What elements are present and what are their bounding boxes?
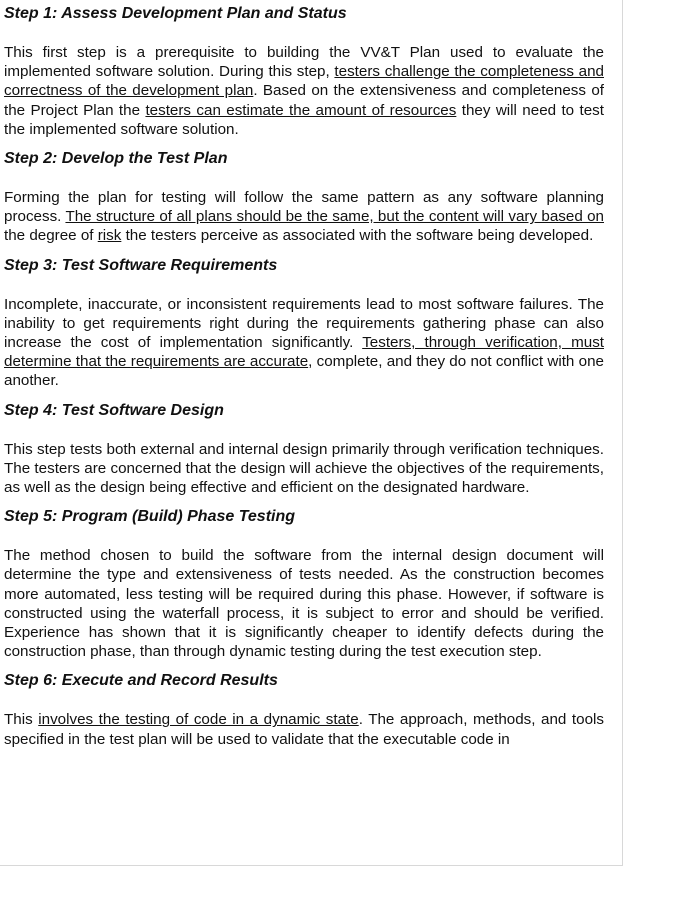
step-heading: Step 1: Assess Development Plan and Status [4, 5, 347, 22]
text-segment: they will need to test the implemented software solution. [4, 101, 604, 138]
underlined-text: involves the testing of code in a dynamic state [38, 711, 359, 729]
step-heading: Step 5: Program (Build) Phase Testing [4, 508, 296, 526]
text-segment: Incomplete, inaccurate, or inconsistent requirements lead to most software failures. The inability to get requirements right during the requirements gathering phase can also increase the cost of implementation significantly. [4, 295, 604, 352]
text-segment: Forming the plan for testing will follow the same pattern as any software planning process. [4, 189, 604, 226]
underlined-text: Testers, through verification, must determine that the requirements are accurate [4, 334, 605, 371]
underlined-text: testers can estimate the amount of resources [145, 101, 457, 119]
step-paragraph [4, 710, 604, 748]
text-segment: , complete, and they do not conflict with one another. [4, 353, 604, 390]
step-paragraph [4, 188, 604, 246]
step-paragraph [4, 295, 604, 391]
document-content [4, 4, 604, 759]
step-1 [4, 4, 604, 139]
step-paragraph [4, 546, 604, 661]
text-segment: the testers perceive as associated with the software being developed. [121, 227, 594, 245]
underlined-text: testers challenge the completeness and correctness of the development plan [4, 63, 604, 100]
step-heading: Step 6: Execute and Record Results [4, 672, 278, 690]
text-segment: This first step is a prerequisite to building the VV&T Plan used to evaluate the implemented software solution. During this step, [4, 44, 604, 81]
step-heading: Step 4: Test Software Design [4, 401, 224, 419]
underlined-text: The structure of all plans should be the same, but the content will vary based on [65, 208, 604, 226]
text-segment: . Based on the extensiveness and completeness of the Project Plan the [4, 82, 604, 119]
step-heading: Step 3: Test Software Requirements [4, 256, 278, 274]
text-segment: The method chosen to build the software from the internal design document will determine the type and extensiveness of tests needed. As the construction becomes more automated, less testing will be required during this phase. However, if software is constructed using the waterfall process, it is subject to error and should be verified. Experience has shown that it is significantly cheaper to identify defects during the construction phase, than through dynamic testing during the test execution step. [4, 547, 604, 661]
underlined-text: risk [97, 227, 122, 245]
step-2 [4, 149, 604, 246]
text-segment: the degree of [4, 227, 98, 245]
step-paragraph [4, 43, 604, 139]
step-heading: Step 2: Develop the Test Plan [4, 150, 228, 168]
text-segment: This [4, 711, 39, 729]
text-segment: This step tests both external and internal design primarily through verification techniques. The testers are concerned that the design will achieve the objectives of the requirements, as well as the design being effective and efficient on the designated hardware. [4, 440, 604, 497]
step-4 [4, 401, 604, 498]
step-5 [4, 507, 604, 661]
text-segment: . The approach, methods, and tools specified in the test plan will be used to validate that the executable code in [4, 711, 604, 748]
step-6 [4, 671, 604, 748]
step-paragraph [4, 440, 604, 498]
step-3 [4, 256, 604, 391]
